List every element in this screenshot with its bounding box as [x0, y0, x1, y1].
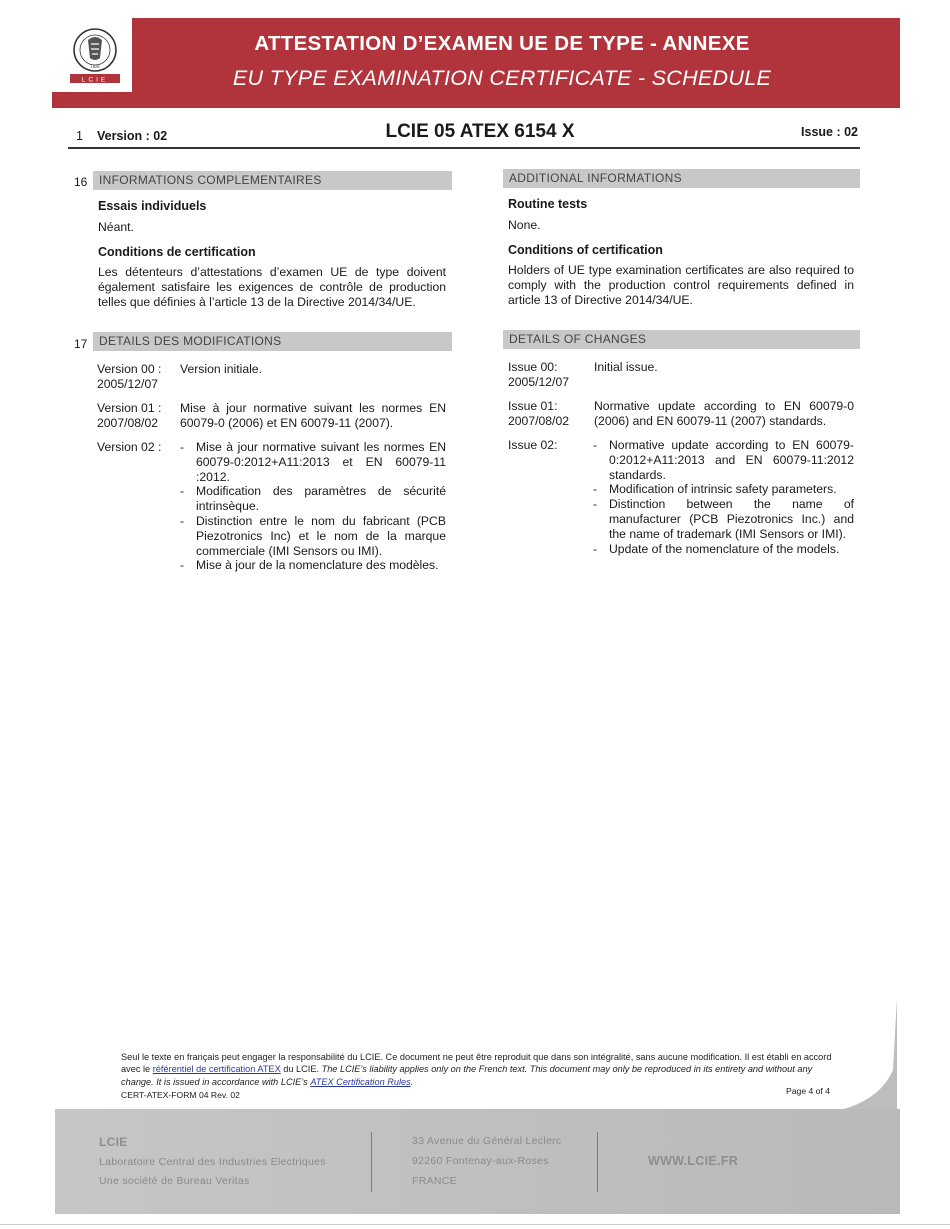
footer-website[interactable]: WWW.LCIE.FR [648, 1154, 739, 1168]
bureau-veritas-lcie-logo [62, 26, 128, 86]
svg-text:1828: 1828 [90, 64, 100, 69]
issue-label: Issue : 02 [801, 125, 858, 139]
list-item: - Normative update according to EN 60079-0:2012+A11:2013 and EN 60079-11:2012 standards. [592, 438, 854, 482]
change-label: Version 02 : [97, 440, 162, 454]
footer-company-name: LCIE [99, 1135, 128, 1149]
routine-tests-heading-fr: Essais individuels [98, 199, 207, 213]
conditions-text-fr: Les détenteurs d’attestations d’examen UE de type doivent également satisfaire les exigences de contrôle de production telles que définies à l’article 13 de la Directive 2014/34/UE. [98, 265, 446, 309]
footer-address-city: 92260 Fontenay-aux-Roses [412, 1155, 549, 1167]
section-17-title-en: DETAILS OF CHANGES [503, 330, 860, 349]
routine-tests-text-en: None. [508, 218, 541, 232]
disclaimer-en: The LCIE’s liability applies only on the French text. This document may only be reproduced in its entirety and without any change. It is issued in accordance with LCIE’s [121, 1064, 813, 1087]
list-item: - Mise à jour normative suivant les normes EN 60079-0:2012+A11:2013 et EN 60079-11 :2012. [179, 440, 446, 484]
line-number: 1 [76, 129, 83, 143]
list-item: - Modification des paramètres de sécurité intrinsèque. [179, 484, 446, 514]
change-text: Version initiale. [180, 362, 262, 376]
footer-company-group: Une société de Bureau Veritas [99, 1175, 250, 1187]
footer-band [0, 990, 950, 1229]
svg-text:LCIE: LCIE [81, 76, 109, 84]
change-list-fr [179, 440, 446, 573]
change-label: Issue 02: [508, 438, 558, 452]
footer-address-street: 33 Avenue du Général Leclerc [412, 1135, 562, 1147]
change-text: Normative update according to EN 60079-0 (2006) and EN 60079-11 (2007) standards. [594, 399, 854, 428]
list-item: - Distinction entre le nom du fabricant (PCB Piezotronics Inc) et le nom de la marque commerciale (IMI Sensors ou IMI). [179, 514, 446, 558]
list-item: - Modification of intrinsic safety parameters. [592, 482, 854, 497]
atex-referential-link[interactable]: référentiel de certification ATEX [152, 1064, 281, 1075]
disclaimer-en-end: . [410, 1076, 414, 1087]
certificate-reference: LCIE 05 ATEX 6154 X [385, 121, 575, 142]
footer-separator [597, 1132, 598, 1192]
disclaimer-fr: Seul le texte en français peut engager la responsabilité du LCIE. Ce document ne peut être reproduit que dans son intégralité, sans aucune modification. Il est établi en accord avec le [121, 1052, 832, 1075]
conditions-heading-fr: Conditions de certification [98, 245, 256, 259]
form-reference: CERT-ATEX-FORM 04 Rev. 02 [121, 1090, 240, 1100]
list-item: - Mise à jour de la nomenclature des modèles. [179, 558, 446, 573]
list-item: - Update of the nomenclature of the models. [592, 542, 854, 557]
title-english: EU TYPE EXAMINATION CERTIFICATE - SCHEDULE [232, 66, 772, 90]
section-16-title-fr: INFORMATIONS COMPLEMENTAIRES [93, 171, 452, 190]
footer-separator [371, 1132, 372, 1192]
change-text: Mise à jour normative suivant les normes EN 60079-0 (2006) et EN 60079-11 (2007). [180, 401, 446, 430]
routine-tests-heading-en: Routine tests [508, 197, 588, 211]
header-divider [68, 147, 860, 149]
disclaimer-fr-end: du LCIE. [283, 1064, 320, 1075]
change-date: 2007/08/02 [97, 416, 158, 430]
routine-tests-text-fr: Néant. [98, 220, 134, 234]
list-item: - Distinction between the name of manufacturer (PCB Piezotronics Inc.) and the name of trademark (IMI Sensors or IMI). [592, 497, 854, 541]
conditions-heading-en: Conditions of certification [508, 243, 663, 257]
section-number-16: 16 [74, 175, 88, 189]
change-label: Version 01 : [97, 401, 162, 415]
title-french: ATTESTATION D’EXAMEN UE DE TYPE - ANNEXE [254, 32, 750, 55]
change-label: Version 00 : [97, 362, 162, 376]
header-banner-tail [52, 92, 134, 108]
atex-rules-link[interactable]: ATEX Certification Rules [310, 1076, 411, 1087]
legal-disclaimer [121, 1051, 833, 1088]
change-text: Initial issue. [594, 360, 658, 374]
section-16-title-en: ADDITIONAL INFORMATIONS [503, 169, 860, 188]
change-date: 2007/08/02 [508, 414, 569, 428]
section-17-title-fr: DETAILS DES MODIFICATIONS [93, 332, 452, 351]
change-label: Issue 00: [508, 360, 558, 374]
change-label: Issue 01: [508, 399, 558, 413]
footer-company-description: Laboratoire Central des Industries Electriques [99, 1156, 326, 1168]
change-date: 2005/12/07 [97, 377, 158, 391]
change-list-en [592, 438, 854, 556]
page-number: Page 4 of 4 [786, 1086, 830, 1096]
change-date: 2005/12/07 [508, 375, 569, 389]
footer-address-country: FRANCE [412, 1175, 457, 1187]
version-label: Version : 02 [97, 129, 168, 143]
conditions-text-en: Holders of UE type examination certificates are also required to comply with the production control requirements defined in article 13 of Directive 2014/34/UE. [508, 263, 854, 307]
section-number-17: 17 [74, 337, 88, 351]
